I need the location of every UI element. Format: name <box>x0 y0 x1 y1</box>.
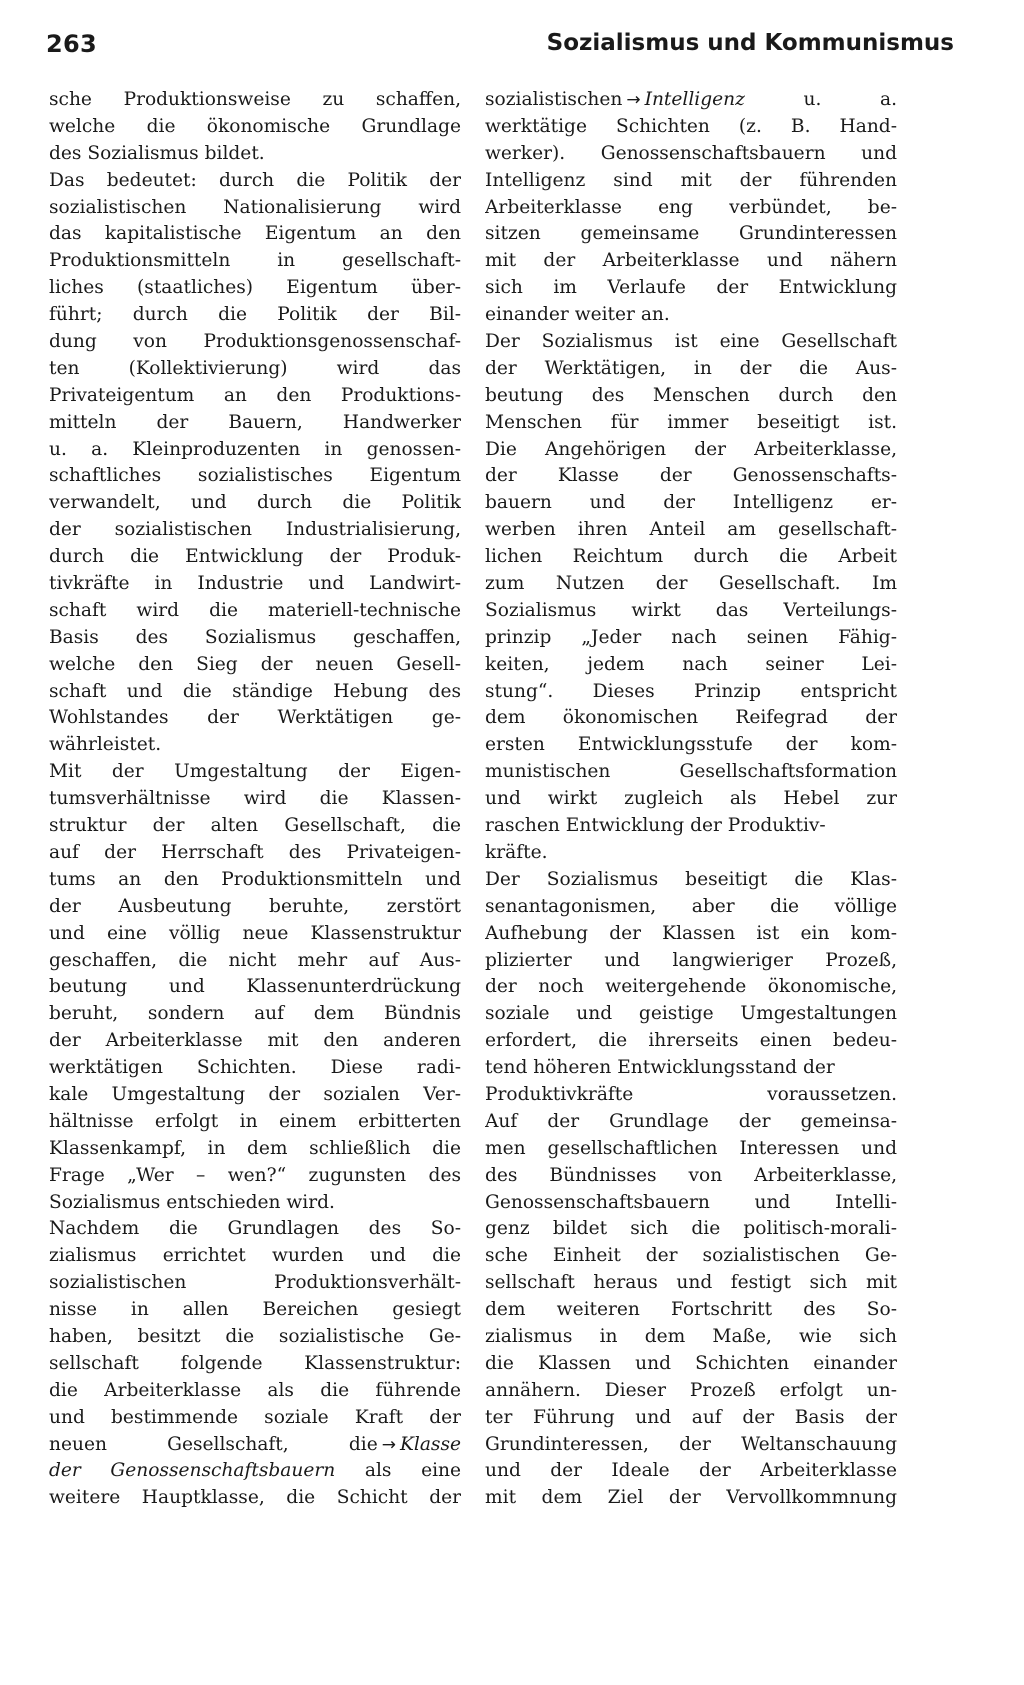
text-line: schaftliches sozialistisches Eigentum <box>49 465 461 487</box>
text-line: Auf der Grundlage der gemeinsa- <box>485 1110 897 1132</box>
text-line: men gesellschaftlichen Interessen und <box>485 1137 897 1159</box>
text-line: raschen Entwicklung der Produktiv- <box>485 815 826 837</box>
text-line: stung“. Dieses Prinzip entspricht <box>485 680 897 702</box>
text-line <box>485 87 897 114</box>
text-line: haben, besitzt die sozialistische Ge- <box>49 1325 461 1347</box>
text-line: tend höheren Entwicklungsstand der <box>485 1057 835 1079</box>
text-line: ersten Entwicklungsstufe der kom- <box>485 734 897 756</box>
text-line: sellschaft heraus und festigt sich mit <box>485 1272 897 1294</box>
text-line: dung von Produktionsgenossenschaf- <box>49 331 461 353</box>
text-line: werben ihren Anteil am gesellschaft- <box>485 519 897 541</box>
text-line: Sozialismus wirkt das Verteilungs- <box>485 599 897 621</box>
text-fragment: sozialistischen <box>485 89 623 110</box>
text-line: Intelligenz sind mit der führenden <box>485 169 897 191</box>
text-line: ten (Kollektivierung) wird das <box>49 357 461 379</box>
text-line: der noch weitergehende ökonomische, <box>485 976 897 998</box>
text-line: Mit der Umgestaltung der Eigen- <box>49 761 461 783</box>
text-line: mit dem Ziel der Vervollkommnung <box>485 1487 897 1509</box>
text-line: kräfte. <box>485 841 548 863</box>
text-line: Basis des Sozialismus geschaffen, <box>49 626 461 648</box>
text-line: der Klasse der Genossenschafts- <box>485 465 897 487</box>
text-line: die Klassen und Schichten einander <box>485 1352 897 1374</box>
text-line: beutung des Menschen durch den <box>485 384 897 406</box>
text-line: einander weiter an. <box>485 304 670 326</box>
text-line: soziale und geistige Umgestaltungen <box>485 1003 897 1025</box>
text-line: Produktivkräfte voraussetzen. <box>485 1083 897 1105</box>
text-line: weitere Hauptklasse, die Schicht der <box>49 1487 461 1509</box>
text-line: die Arbeiterklasse als die führende <box>49 1379 461 1401</box>
text-line: geschaffen, die nicht mehr auf Aus- <box>49 949 461 971</box>
text-line: Die Angehörigen der Arbeiterklasse, <box>485 438 897 460</box>
text-line: Genossenschaftsbauern und Intelli- <box>485 1191 897 1213</box>
text-line: verwandelt, und durch die Politik <box>49 492 461 514</box>
text-line: Nachdem die Grundlagen des So- <box>49 1218 461 1240</box>
text-line: annähern. Dieser Prozeß erfolgt un- <box>485 1379 897 1401</box>
text-line: hältnisse erfolgt in einem erbitterten <box>49 1110 461 1132</box>
text-line: des Bündnisses von Arbeiterklasse, <box>485 1164 897 1186</box>
page-number: 263 <box>46 30 97 58</box>
text-line: Klassenkampf, in dem schließlich die <box>49 1137 461 1159</box>
text-fragment: neuen Gesellschaft, die <box>49 1433 378 1455</box>
text-line: führt; durch die Politik der Bil- <box>49 304 461 326</box>
text-line: dem ökonomischen Reifegrad der <box>485 707 897 729</box>
text-line: der Werktätigen, in der die Aus- <box>485 357 897 379</box>
text-line: der sozialistischen Industrialisierung, <box>49 519 461 541</box>
text-line: ter Führung und auf der Basis der <box>485 1406 897 1428</box>
text-line: welche den Sieg der neuen Gesell- <box>49 653 461 675</box>
text-line: werker). Genossenschaftsbauern und <box>485 142 897 164</box>
text-fragment: als eine <box>364 1460 461 1482</box>
text-line: Wohlstandes der Werktätigen ge- <box>49 707 461 729</box>
text-line: und eine völlig neue Klassenstruktur <box>49 922 461 944</box>
text-line: zialismus in dem Maße, wie sich <box>485 1325 897 1347</box>
text-line: durch die Entwicklung der Produk- <box>49 546 461 568</box>
running-title: Sozialismus und Kommunismus <box>546 30 954 56</box>
text-line: beutung und Klassenunterdrückung <box>49 976 461 998</box>
text-line: und wirkt zugleich als Hebel zur <box>485 788 897 810</box>
cross-reference-link[interactable]: der Genossenschaftsbauern <box>49 1460 336 1482</box>
text-line: Grundinteressen, der Weltanschauung <box>485 1433 897 1455</box>
text-line: Frage „Wer – wen?“ zugunsten des <box>49 1164 461 1186</box>
text-line: mit der Arbeiterklasse und nähern <box>485 250 897 272</box>
text-line: bauern und der Intelligenz er- <box>485 492 897 514</box>
text-line: tumsverhältnisse wird die Klassen- <box>49 788 461 810</box>
text-line: werktätige Schichten (z. B. Hand- <box>485 115 897 137</box>
text-line: das kapitalistische Eigentum an den <box>49 223 461 245</box>
text-line: genz bildet sich die politisch-morali- <box>485 1218 897 1240</box>
page-header <box>46 30 954 70</box>
left-text-column <box>49 87 461 1512</box>
text-line: tivkräfte in Industrie und Landwirt- <box>49 573 461 595</box>
text-line: schaft wird die materiell-technische <box>49 599 461 621</box>
text-line: Der Sozialismus ist eine Gesellschaft <box>485 331 897 353</box>
cross-reference-link[interactable]: Klasse <box>399 1433 461 1455</box>
text-line: sellschaft folgende Klassenstruktur: <box>49 1352 461 1374</box>
cross-reference-arrow-icon: → <box>381 1434 396 1455</box>
text-line: nisse in allen Bereichen gesiegt <box>49 1299 461 1321</box>
text-line: werktätigen Schichten. Diese radi- <box>49 1057 461 1079</box>
text-line: auf der Herrschaft des Privateigen- <box>49 841 461 863</box>
text-line: Der Sozialismus beseitigt die Klas- <box>485 868 897 890</box>
text-line: schaft und die ständige Hebung des <box>49 680 461 702</box>
text-line: dem weiteren Fortschritt des So- <box>485 1299 897 1321</box>
right-text-column <box>485 87 897 1512</box>
text-line: kale Umgestaltung der sozialen Ver- <box>49 1083 461 1105</box>
text-line: lichen Reichtum durch die Arbeit <box>485 546 897 568</box>
text-line: prinzip „Jeder nach seinen Fähig- <box>485 626 897 648</box>
text-line: mitteln der Bauern, Handwerker <box>49 411 461 433</box>
text-line: des Sozialismus bildet. <box>49 142 265 164</box>
text-line: und bestimmende soziale Kraft der <box>49 1406 461 1428</box>
text-line: Sozialismus entschieden wird. <box>49 1191 335 1213</box>
text-line: erfordert, die ihrerseits einen bedeu- <box>485 1030 897 1052</box>
text-line: sich im Verlaufe der Entwicklung <box>485 277 897 299</box>
text-line: senantagonismen, aber die völlige <box>485 895 897 917</box>
text-line: und der Ideale der Arbeiterklasse <box>485 1460 897 1482</box>
text-line: sozialistischen Nationalisierung wird <box>49 196 461 218</box>
text-line: Privateigentum an den Produktions- <box>49 384 461 406</box>
text-line: sozialistischen Produktionsverhält- <box>49 1272 461 1294</box>
text-line: Arbeiterklasse eng verbündet, be- <box>485 196 897 218</box>
text-line: plizierter und langwieriger Prozeß, <box>485 949 897 971</box>
cross-reference-arrow-icon: → <box>626 90 641 110</box>
text-line: zum Nutzen der Gesellschaft. Im <box>485 573 897 595</box>
text-line: keiten, jedem nach seiner Lei- <box>485 653 897 675</box>
text-line: munistischen Gesellschaftsformation <box>485 761 897 783</box>
text-line: Produktionsmitteln in gesellschaft- <box>49 250 461 272</box>
text-line: zialismus errichtet wurden und die <box>49 1245 461 1267</box>
text-line: u. a. Kleinproduzenten in genossen- <box>49 438 461 460</box>
text-line: welche die ökonomische Grundlage <box>49 115 461 137</box>
text-line: liches (staatliches) Eigentum über- <box>49 277 461 299</box>
text-line: währleistet. <box>49 734 162 756</box>
text-line: der Ausbeutung beruhte, zerstört <box>49 895 461 917</box>
text-fragment: u. a. <box>803 89 897 110</box>
text-line: struktur der alten Gesellschaft, die <box>49 815 461 837</box>
text-line: Aufhebung der Klassen ist ein kom- <box>485 922 897 944</box>
text-line: der Arbeiterklasse mit den anderen <box>49 1030 461 1052</box>
text-line: tums an den Produktionsmitteln und <box>49 868 461 890</box>
text-line: Menschen für immer beseitigt ist. <box>485 411 897 433</box>
text-line: beruht, sondern auf dem Bündnis <box>49 1003 461 1025</box>
text-line: sche Produktionsweise zu schaffen, <box>49 89 461 110</box>
text-line <box>49 1432 461 1459</box>
text-line: sche Einheit der sozialistischen Ge- <box>485 1245 897 1267</box>
text-line: Das bedeutet: durch die Politik der <box>49 169 461 191</box>
text-line: sitzen gemeinsame Grundinteressen <box>485 223 897 245</box>
text-line <box>49 1458 461 1485</box>
cross-reference-link[interactable]: Intelligenz <box>644 89 745 110</box>
